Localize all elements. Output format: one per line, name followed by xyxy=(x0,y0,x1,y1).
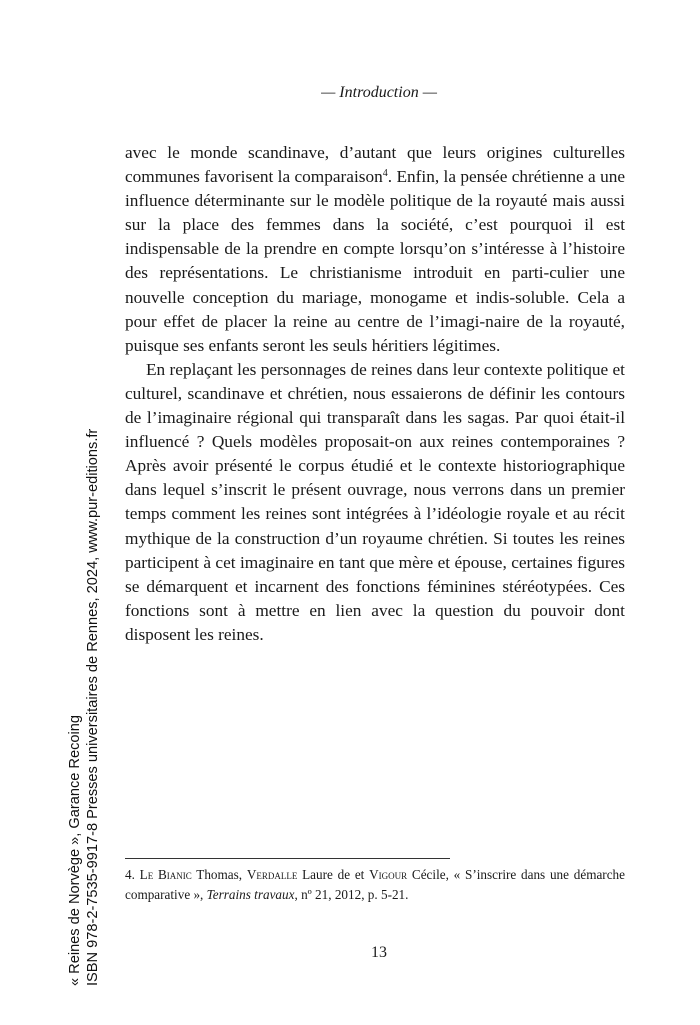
author-surname: Vigour xyxy=(369,867,408,882)
author-given: Cécile, « S’inscrire dans une démarche comparative », xyxy=(125,867,625,902)
line: à cet imaginaire en tant que mère et épouse, certaines figures se xyxy=(125,552,626,596)
line: disposent les reines. xyxy=(125,624,264,644)
footnote-number: 4. xyxy=(125,867,135,882)
line: on aux reines contemporaines ? Après avoir présenté le corpus xyxy=(125,432,625,476)
footnote-reference[interactable]: 4 xyxy=(382,168,388,180)
line: naire de la royauté, puisque ses enfants seront les seuls héritiers xyxy=(125,311,626,355)
copyright-sidebar xyxy=(66,146,102,986)
line: a une influence déterminante sur le modèle politique de la royauté xyxy=(125,167,626,211)
page-number: 13 xyxy=(371,944,387,961)
footnote xyxy=(125,865,625,905)
line: En replaçant les personnages de reines dans leur contexte xyxy=(146,359,543,379)
line: présent ouvrage, nous verrons dans un premier temps comment les xyxy=(125,480,626,524)
sidebar-title-line: « Reines de Norvège », Garance Recoing xyxy=(67,715,83,986)
footnote-rule xyxy=(125,858,450,859)
line: définir les contours de l’imaginaire régional qui transparaît dans xyxy=(125,383,625,428)
line: . Enfin, la pensée chrétienne xyxy=(387,167,584,187)
author-given: Laure de et xyxy=(297,867,370,882)
line: politique et culturel, scandinave et chrétien, nous essaierons de xyxy=(125,359,625,403)
line: légitimes. xyxy=(432,335,501,355)
running-head: — Introduction — xyxy=(321,84,437,101)
line: reines sont intégrées à l’idéologie royale et au récit mythique de la xyxy=(125,504,625,548)
author-surname: Le Bianic xyxy=(139,867,192,882)
line: communes favorisent la comparaison xyxy=(125,167,383,187)
line: l’histoire des représentations. Le christianisme introduit en parti- xyxy=(125,239,625,283)
line: avec le monde scandinave, d’autant que leurs origines culturelles xyxy=(125,143,625,162)
sidebar-isbn-line: ISBN 978-2-7535-9917-8 Presses universitaires de Rennes, 2024, www.pur-editions.fr xyxy=(85,428,101,986)
line: étudié et le contexte historiographique dans lequel s’inscrit le xyxy=(125,456,625,500)
line: il est indispensable de la prendre en compte lorsqu’on s’intéresse à xyxy=(125,215,625,259)
line: soluble. Cela a pour effet de placer la reine au centre de l’imagi- xyxy=(125,287,625,331)
author-surname: Verdalle xyxy=(246,867,298,882)
paragraph-1 xyxy=(125,141,625,358)
journal-title: Terrains travaux xyxy=(206,887,295,902)
citation-details: , nº 21, 2012, p. 5-21. xyxy=(294,887,409,902)
line: mais aussi sur la place des femmes dans la société, c’est pourquoi xyxy=(125,191,625,235)
body-text xyxy=(125,141,625,647)
line: culier une nouvelle conception du mariage, monogame et indis- xyxy=(125,263,625,307)
line: fonctions sont à mettre en lien avec la question du pouvoir dont xyxy=(125,600,625,620)
author-given: Thomas, xyxy=(191,867,247,882)
paragraph-2 xyxy=(125,358,625,647)
line: les sagas. Par quoi était-il influencé ? Quels modèles proposait- xyxy=(125,408,626,452)
line: construction d’un royaume chrétien. Si toutes les reines participent xyxy=(125,528,625,572)
line: démarquent et incarnent des fonctions féminines stéréotypées. Ces xyxy=(146,576,625,596)
